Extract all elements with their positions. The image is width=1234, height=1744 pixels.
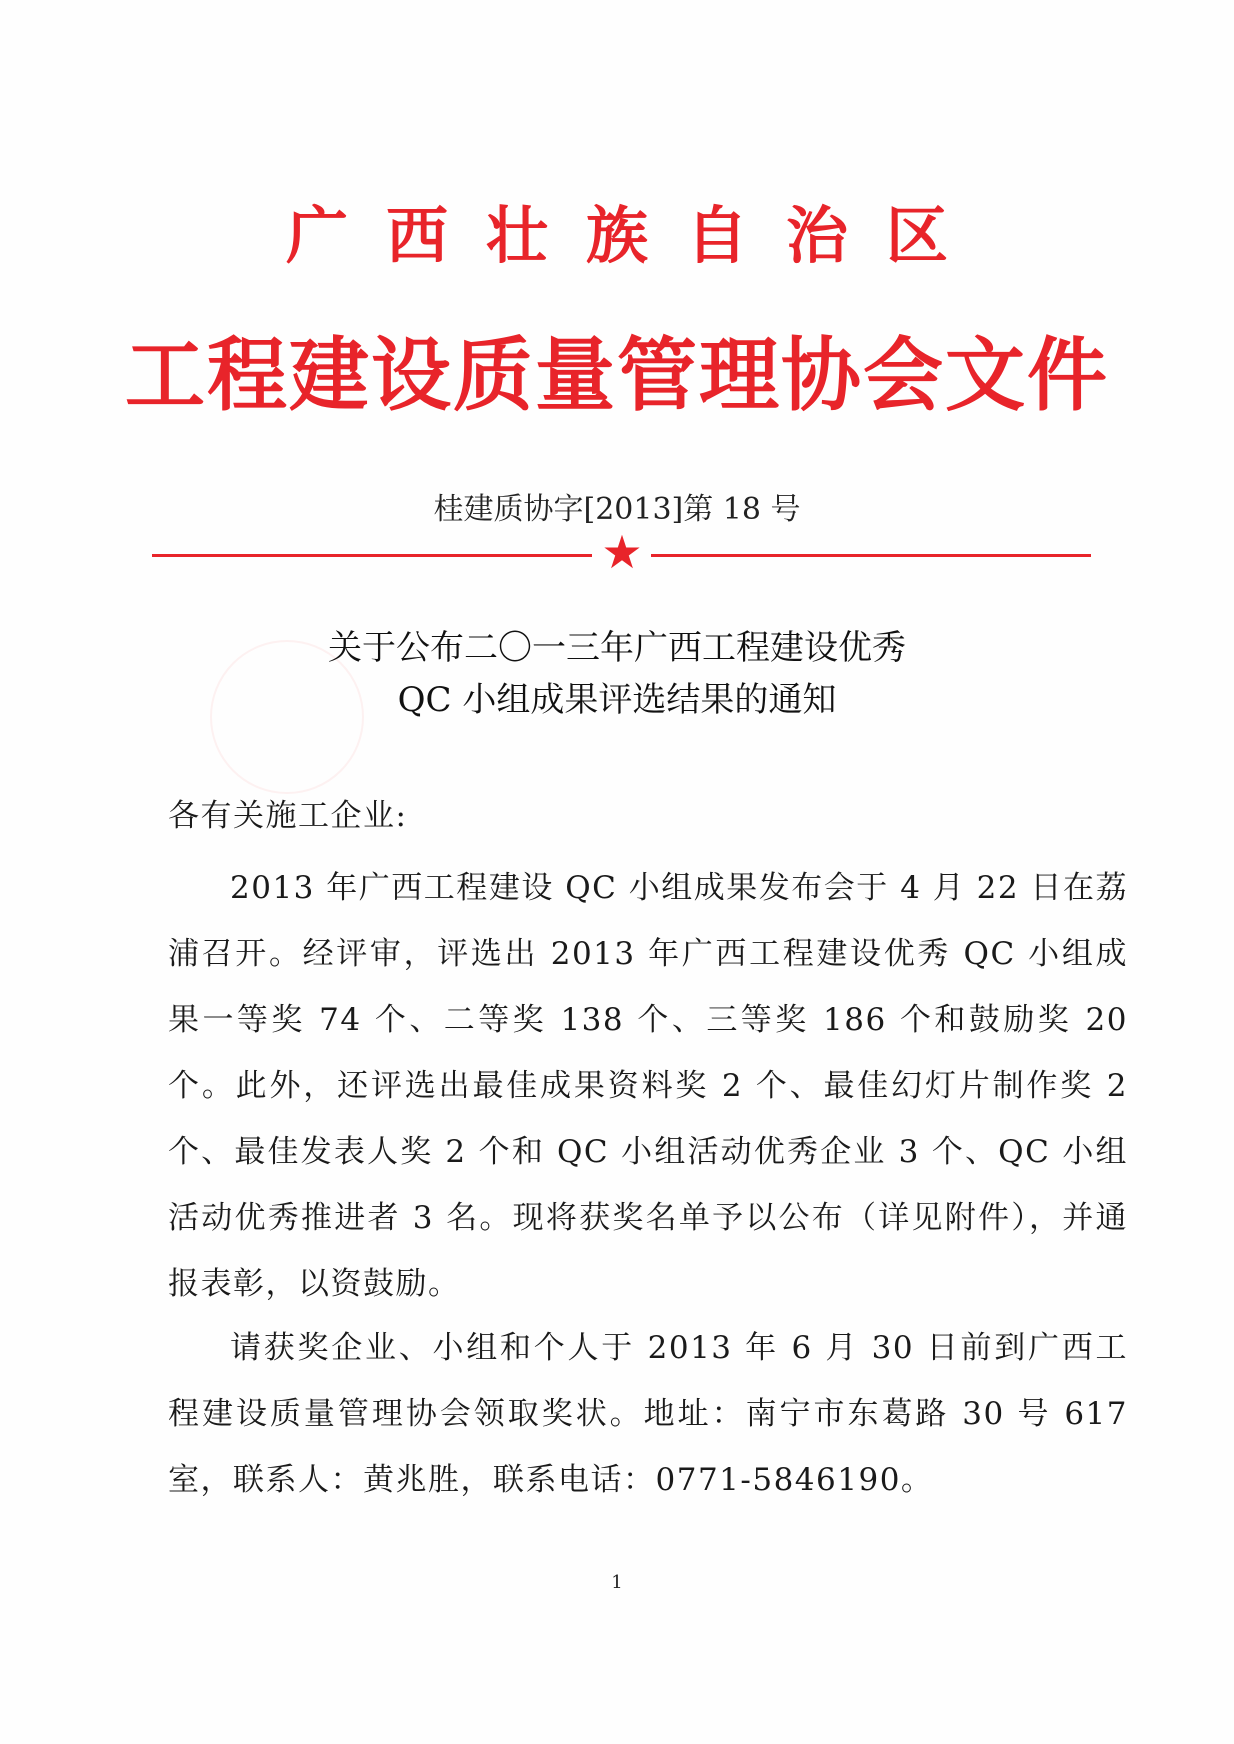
document-number: 桂建质协字[2013]第 18 号 [433,492,801,527]
star-icon: ★ [601,525,643,579]
red-divider-left [152,554,592,557]
notice-title-line2: QC 小组成果评选结果的通知 [397,680,837,720]
body-paragraph-1: 2013 年广西工程建设 QC 小组成果发布会于 4 月 22 日在荔浦召开。经评审，评选出 2013 年广西工程建设优秀 QC 小组成果一等奖 74 个、二等奖 138 个、三等奖 186 个和鼓励奖 20 个。此外，还评选出最佳成果资料奖 2 个、最佳幻灯片制作奖 2 个、最佳发表人奖 2 个和 QC 小组活动优秀企业 3 个、QC 小组活动优秀推进者 3 名。现将获奖名单予以公布（详见附件），并通报表彰，以资鼓励。 [168,870,1128,1302]
salutation: 各有关施工企业: [168,798,408,834]
notice-title [0,622,1234,726]
body-paragraph-2: 请获奖企业、小组和个人于 2013 年 6 月 30 日前到广西工程建设质量管理协会领取奖状。地址：南宁市东葛路 30 号 617 室，联系人：黄兆胜，联系电话：0771-5846190。 [168,1330,1128,1498]
red-divider-right [651,554,1091,557]
issuer-organization-heading: 工程建设质量管理协会文件 [125,328,1109,422]
page-number: 1 [611,1572,623,1593]
notice-title-line1: 关于公布二〇一三年广西工程建设优秀 [328,628,906,668]
issuer-region-heading: 广西壮族自治区 [285,199,986,272]
